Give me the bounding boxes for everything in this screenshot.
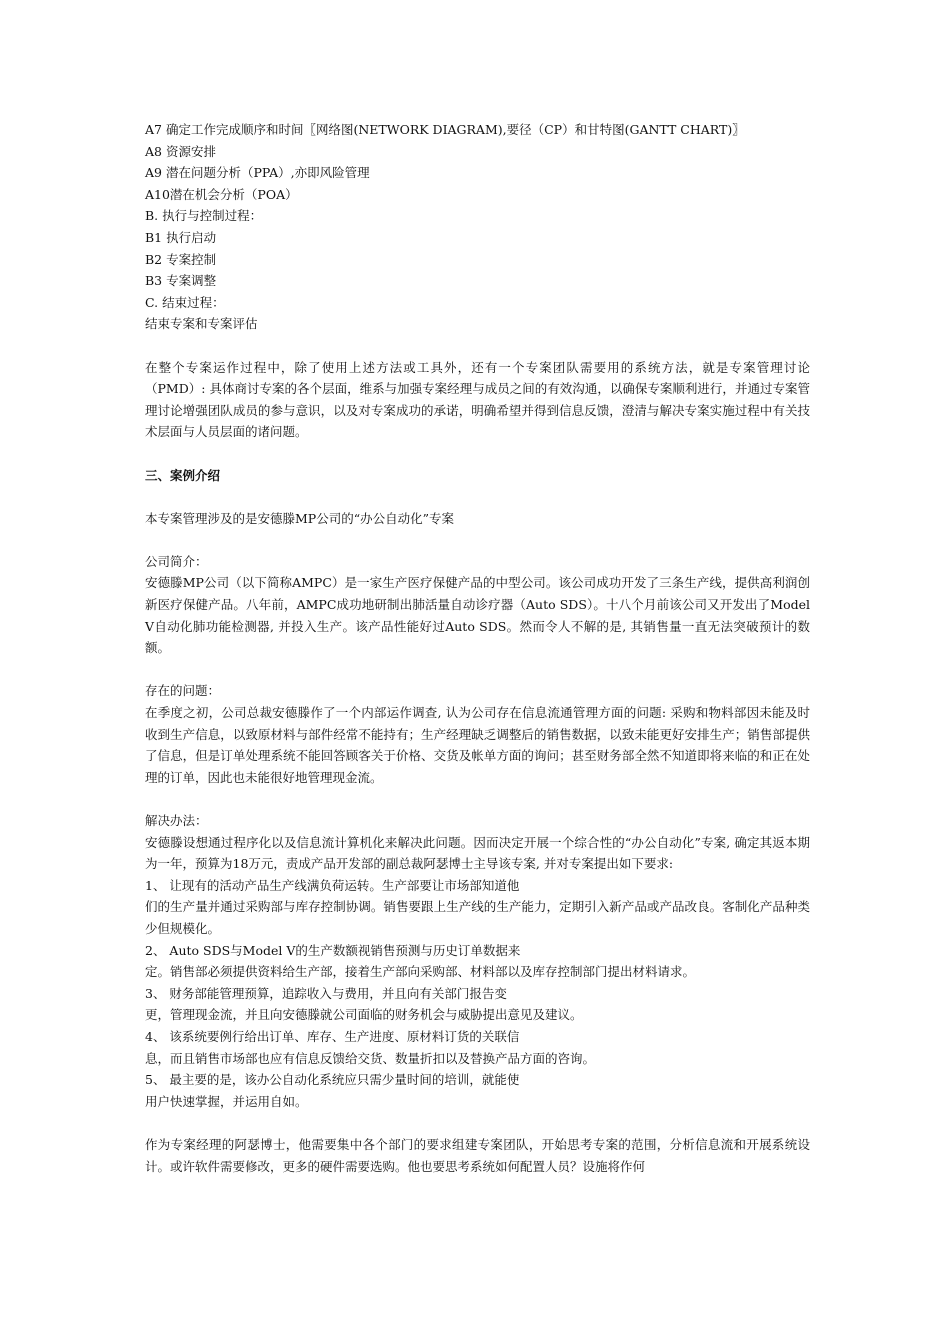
outline-b: B. 执行与控制过程： [145,208,263,224]
intro-line: 本专案管理涉及的是安德滕MP公司的“办公自动化”专案 [145,510,454,526]
requirement-4-rest: 息，而且销售市场部也应有信息反馈给交货、数量折扣以及替换产品方面的咨询。 [145,1050,596,1066]
outline-a8: A8 资源安排 [145,143,216,159]
requirement-1-rest: 们的生产量并通过采购部与库存控制协调。销售要跟上生产线的生产能力，定期引入新产品或产品改良。客制化产品种类少但规模化。 [145,899,810,936]
requirement-2-rest: 定。销售部必须提供资料给生产部，接着生产部向采购部、材料部以及库存控制部门提出材料请求。 [145,964,696,980]
problem-text: 在季度之初，公司总裁安德滕作了一个内部运作调查, 认为公司存在信息流通管理方面的问题: 采购和物料部因未能及时收到生产信息，以致原材料与部件经常不能持有；生产经理缺乏调整后的销售数据，以致未能更好安排生产；销售部提供了信息，但是订单处理系统不能回答顾客关于价格、交货及帐单方面的询问；甚至财务部全然不知道即将来临的和正在处理的订单，因此也未能很好地管理现金流。 [145,705,810,785]
outline-b3: B3 专案调整 [145,273,217,289]
pmd-paragraph: 在整个专案运作过程中，除了使用上述方法或工具外，还有一个专案团队需要用的系统方法，就是专案管理讨论（PMD）: 具体商讨专案的各个层面，维系与加强专案经理与成员之间的有效沟通，以确保专案顺利进行，并通过专案管理讨论增强团队成员的参与意识，以及对专案成功的承诺，明确希望并得到信息反馈，澄清与解决专案实施过程中有关技术层面与人员层面的诸问题。 [145,359,810,440]
requirement-1-first-line: 1、 让现有的活动产品生产线满负荷运转。生产部要让市场部知道他 [145,877,520,893]
company-label: 公司简介： [145,553,208,569]
requirement-4-first-line: 4、 该系统要例行给出订单、库存、生产进度、原材料订货的关联信 [145,1028,520,1044]
requirement-5-rest: 用户快速掌握，并运用自如。 [145,1093,308,1109]
outline-c-desc: 结束专案和专案评估 [145,316,258,332]
section-heading: 三、案例介绍 [145,467,221,483]
outline-a7: A7 确定工作完成顺序和时间〖网络图(NETWORK DIAGRAM),要径（CP）和甘特图(GANTT CHART)〗 [145,122,745,137]
requirement-2-first-line: 2、 Auto SDS与Model V的生产数额视销售预测与历史订单数据来 [145,942,521,958]
solution-label: 解决办法： [145,813,208,828]
outline-a9: A9 潜在问题分析（PPA）,亦即风险管理 [145,165,370,181]
problem-label: 存在的问题： [145,683,221,699]
outline-c: C. 结束过程： [145,294,225,310]
closing-paragraph: 作为专案经理的阿瑟博士，他需要集中各个部门的要求组建专案团队，开始思考专案的范围，分析信息流和开展系统设计。或许软件需要修改，更多的硬件需要选购。他也要思考系统如何配置人员？设施将作何 [145,1136,810,1174]
outline-b1: B1 执行启动 [145,229,217,245]
company-text: 安德滕MP公司（以下简称AMPC）是一家生产医疗保健产品的中型公司。该公司成功开发了三条生产线，提供高利润创新医疗保健产品。八年前，AMPC成功地研制出肺活量自动诊疗器（Auto SDS）。十八个月前该公司又开发出了Model V自动化肺功能检测器, 并投入生产。该产品性能好过Auto SDS。然而令人不解的是, 其销售量一直无法突破预计的数额。 [145,575,810,656]
outline-a10: A10潜在机会分析（POA） [145,186,298,202]
requirement-3-first-line: 3、 财务部能管理预算，追踪收入与费用，并且向有关部门报告变 [145,985,507,1001]
requirement-5-first-line: 5、 最主要的是，该办公自动化系统应只需少量时间的培训，就能使 [145,1072,520,1088]
outline-b2: B2 专案控制 [145,251,217,267]
requirement-3-rest: 更，管理现金流，并且向安德滕就公司面临的财务机会与威胁提出意见及建议。 [145,1007,583,1023]
document-page [145,119,810,1177]
solution-text: 安德滕设想通过程序化以及信息流计算机化来解决此问题。因而决定开展一个综合性的“办公自动化”专案, 确定其返本期为一年，预算为18万元，责成产品开发部的副总裁阿瑟博士主导该专案, 并对专案提出如下要求: [145,834,810,872]
